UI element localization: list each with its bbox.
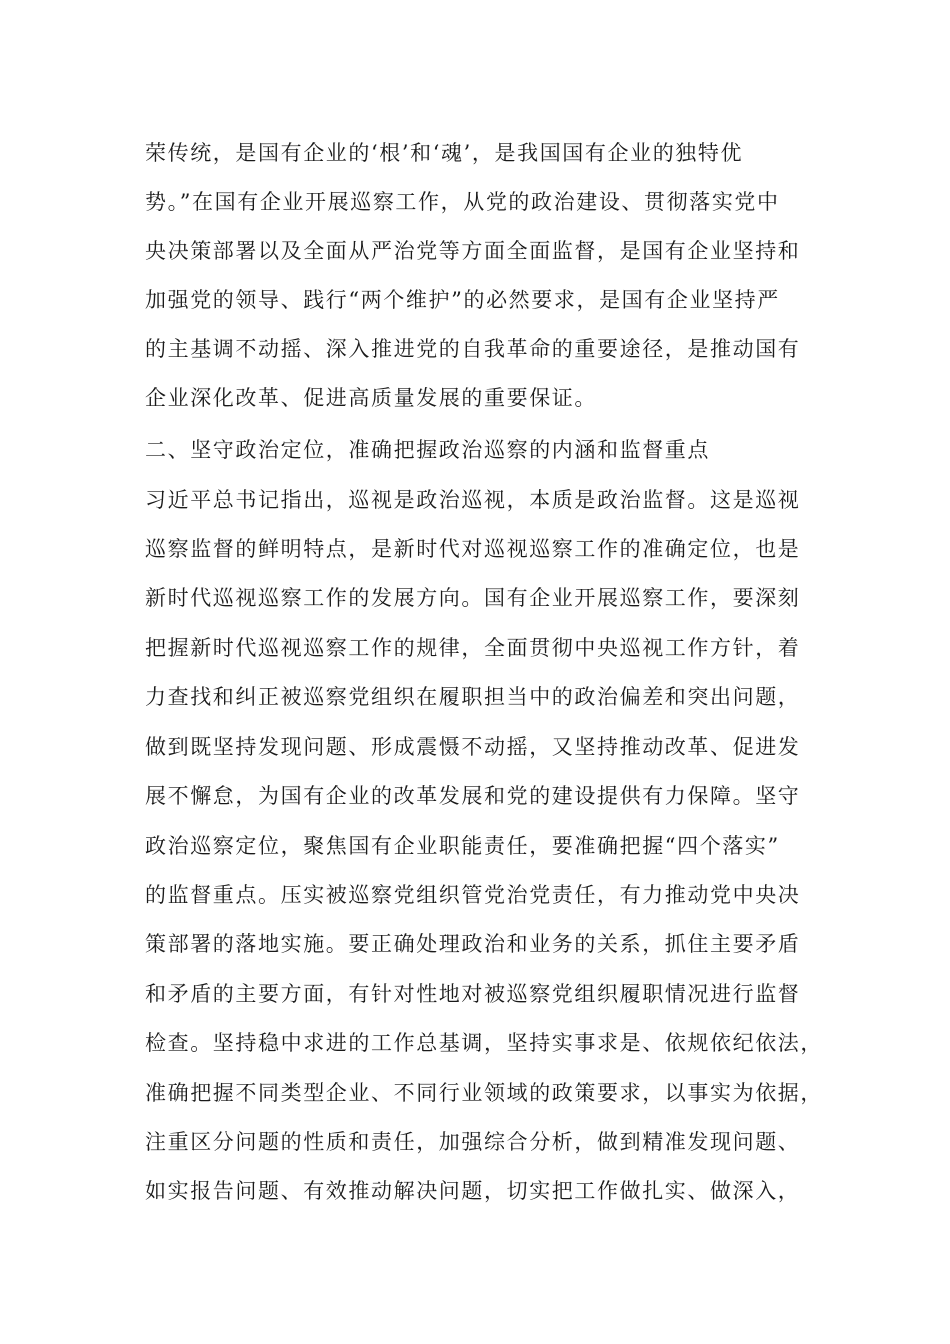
text-line: 央决策部署以及全面从严治党等方面全面监督，是国有企业坚持和	[145, 239, 801, 263]
text-line: 注重区分问题的性质和责任，加强综合分析，做到精准发现问题、	[145, 1130, 801, 1154]
text-line: 的主基调不动摇、深入推进党的自我革命的重要途径，是推动国有	[145, 337, 801, 361]
text-line: 和矛盾的主要方面，有针对性地对被巡察党组织履职情况进行监督	[145, 982, 801, 1006]
text-line: 如实报告问题、有效推动解决问题，切实把工作做扎实、做深入，	[145, 1179, 801, 1203]
text-line: 新时代巡视巡察工作的发展方向。国有企业开展巡察工作，要深刻	[145, 586, 801, 610]
text-line: 加强党的领导、践行“两个维护”的必然要求，是国有企业坚持严	[145, 288, 780, 312]
text-line: 企业深化改革、促进高质量发展的重要保证。	[145, 386, 597, 410]
text-line: 做到既坚持发现问题、形成震慑不动摇，又坚持推动改革、促进发	[145, 735, 801, 759]
text-line: 巡察监督的鲜明特点，是新时代对巡视巡察工作的准确定位，也是	[145, 537, 801, 561]
text-line: 检查。坚持稳中求进的工作总基调，坚持实事求是、依规依纪依法，	[145, 1031, 823, 1055]
text-line: 策部署的落地实施。要正确处理政治和业务的关系，抓住主要矛盾	[145, 932, 801, 956]
text-line: 展不懈怠，为国有企业的改革发展和党的建设提供有力保障。坚守	[145, 784, 801, 808]
text-line: 把握新时代巡视巡察工作的规律，全面贯彻中央巡视工作方针，着	[145, 636, 801, 660]
text-line: 准确把握不同类型企业、不同行业领域的政策要求，以事实为依据，	[145, 1081, 823, 1105]
text-line: 习近平总书记指出，巡视是政治巡视，本质是政治监督。这是巡视	[145, 488, 801, 512]
section-heading: 二、坚守政治定位，准确把握政治巡察的内涵和监督重点	[145, 438, 710, 462]
text-line: 政治巡察定位，聚焦国有企业职能责任，要准确把握“四个落实”	[145, 834, 780, 858]
text-line: 荣传统，是国有企业的‘根’和‘魂’，是我国国有企业的独特优	[145, 141, 744, 165]
text-line: 力查找和纠正被巡察党组织在履职担当中的政治偏差和突出问题，	[145, 685, 801, 709]
text-line: 势。”在国有企业开展巡察工作，从党的政治建设、贯彻落实党中	[145, 190, 780, 214]
text-line: 的监督重点。压实被巡察党组织管党治党责任，有力推动党中央决	[145, 883, 801, 907]
